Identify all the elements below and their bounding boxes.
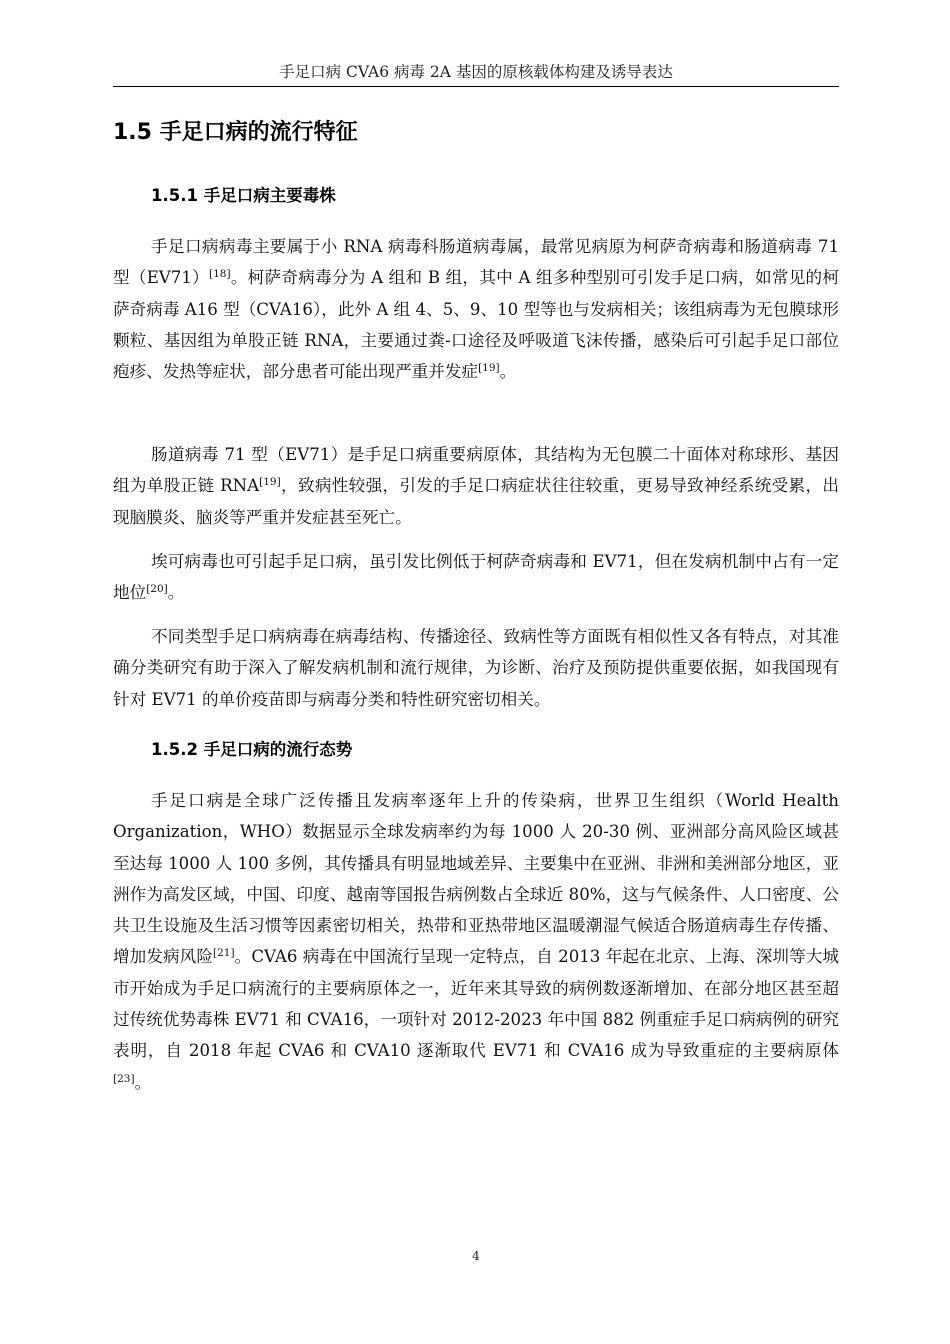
page-number: 4 (472, 1249, 480, 1263)
paragraph-virus-classification (113, 231, 839, 387)
text-segment: ，致病性较强，引发的手足口病症状往往较重，更易导致神经系统受累，出现脑膜炎、脑炎等严重并发症甚至死亡。 (113, 476, 839, 527)
text-segment: 。CVA6 病毒在中国流行呈现一定特点，自 2013 年起在北京、上海、深圳等大城市开始成为手足口病流行的主要病原体之一，近年来其导致的病例数逐渐增加、在部分地区甚至超过传统优势毒株 EV71 和 CVA16，一项针对 2012-2023 年中国 882 例重症手足口病病例的研究表明，自 2018 年起 CVA6 和 CVA10 逐渐取代 EV71 和 CVA16 成为导致重症的主要病原体 (113, 947, 839, 1061)
text-segment: 。 (167, 583, 185, 603)
header-rule (113, 86, 839, 87)
paragraph-echovirus (113, 546, 839, 609)
citation: [23] (113, 1072, 135, 1085)
section-heading: 1.5 手足口病的流行特征 (113, 120, 358, 145)
text-segment: 。 (499, 362, 517, 382)
text-segment: 手足口病病毒主要属于小 RNA 病毒科肠道病毒属，最常见病原为柯萨奇病毒和肠道病毒 71 型（EV71） (113, 237, 839, 288)
citation: [20] (146, 583, 168, 596)
paragraph-classification-significance (113, 621, 839, 715)
running-header: 手足口病 CVA6 病毒 2A 基因的原核载体构建及诱导表达 (279, 63, 673, 81)
text-segment: 埃可病毒也可引起手足口病，虽引发比例低于柯萨奇病毒和 EV71，但在发病机制中占有一定地位 (113, 552, 839, 603)
citation: [21] (213, 947, 235, 960)
text-segment: 。柯萨奇病毒分为 A 组和 B 组，其中 A 组多种型别可引发手足口病，如常见的柯萨奇病毒 A16 型（CVA16），此外 A 组 4、5、9、10 型等也与发病相关；该组病毒为无包膜球形颗粒、基因组为单股正链 RNA，主要通过粪-口途径及呼吸道飞沫传播，感染后可引起手足口部位疱疹、发热等症状，部分患者可能出现严重并发症 (113, 268, 839, 382)
text-segment: 。 (134, 1072, 152, 1092)
paragraph-epidemic-trend (113, 785, 839, 1098)
citation: [18] (209, 268, 231, 281)
subsection-heading-epidemic-trend: 1.5.2 手足口病的流行态势 (151, 740, 353, 759)
text-segment: 肠道病毒 71 型（EV71）是手足口病重要病原体，其结构为无包膜二十面体对称球形、基因组为单股正链 RNA (113, 445, 839, 496)
citation: [19] (478, 362, 500, 375)
text-segment: 手足口病是全球广泛传播且发病率逐年上升的传染病，世界卫生组织（World Health Organization，WHO）数据显示全球发病率约为每 1000 人 20-30 例、亚洲部分高风险区域甚至达每 1000 人 100 多例，其传播具有明显地域差异、主要集中在亚洲、非洲和美洲部分地区，亚洲作为高发区域，中国、印度、越南等国报告病例数占全球近 80%，这与气候条件、人口密度、公共卫生设施及生活习惯等因素密切相关，热带和亚热带地区温暖潮湿气候适合肠道病毒生存传播、增加发病风险 (113, 791, 839, 967)
citation: [19] (259, 476, 281, 489)
paragraph-ev71 (113, 439, 839, 533)
subsection-heading-main-strains: 1.5.1 手足口病主要毒株 (151, 186, 336, 205)
text-segment: 不同类型手足口病病毒在病毒结构、传播途径、致病性等方面既有相似性又各有特点，对其准确分类研究有助于深入了解发病机制和流行规律，为诊断、治疗及预防提供重要依据，如我国现有针对 EV71 的单价疫苗即与病毒分类和特性研究密切相关。 (113, 627, 839, 709)
